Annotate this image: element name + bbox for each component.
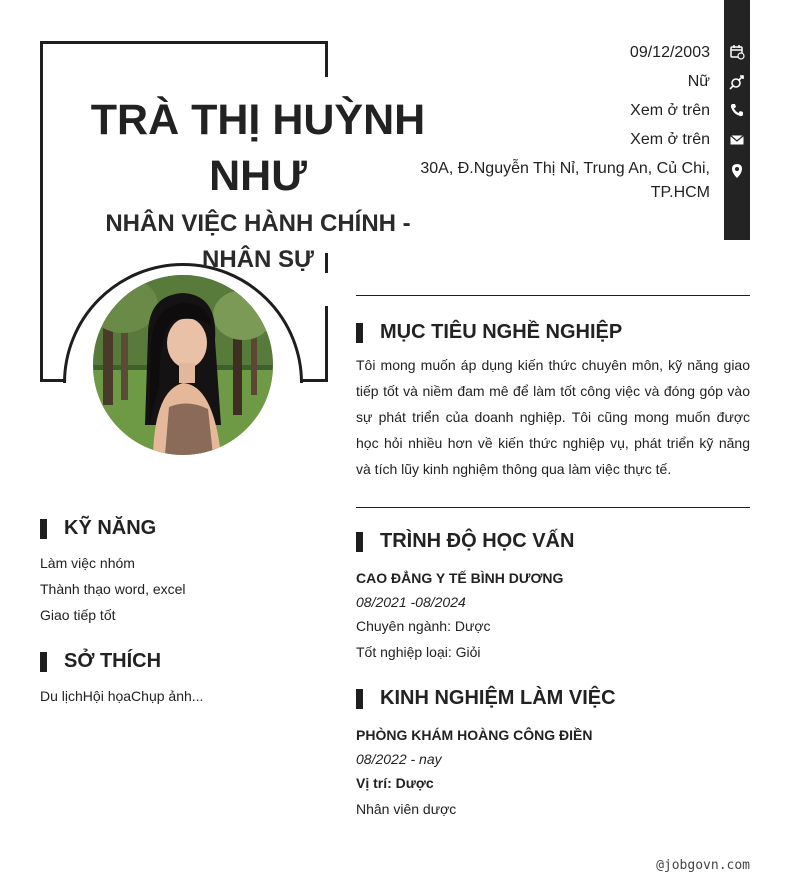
education-grade: Tốt nghiệp loại: Giỏi — [356, 644, 481, 660]
header-frame-left — [40, 41, 43, 382]
heading-marker — [356, 532, 363, 552]
contact-email[interactable]: Xem ở trên — [630, 131, 710, 148]
experience-company: PHÒNG KHÁM HOÀNG CÔNG ĐIỀN — [356, 727, 593, 743]
experience-description: Nhân viên dược — [356, 801, 457, 817]
education-period: 08/2021 -08/2024 — [356, 594, 466, 610]
skill-item: Thành thạo word, excel — [40, 581, 186, 597]
skills-heading — [40, 517, 156, 540]
education-title: TRÌNH ĐỘ HỌC VẤN — [380, 530, 575, 552]
heading-marker — [356, 689, 363, 709]
hobbies-heading — [40, 650, 161, 673]
contact-address: 30A, Đ.Nguyễn Thị Nỉ, Trung An, Củ Chi, TP.HCM — [420, 160, 710, 201]
heading-marker — [40, 652, 47, 672]
location-icon — [729, 163, 745, 179]
email-icon — [729, 132, 745, 148]
skill-item: Làm việc nhóm — [40, 555, 135, 571]
experience-heading — [356, 687, 616, 710]
header-frame-right-top — [325, 41, 328, 77]
heading-marker — [356, 323, 363, 343]
heading-marker — [40, 519, 47, 539]
education-school: CAO ĐẲNG Y TẾ BÌNH DƯƠNG — [356, 570, 564, 586]
contact-gender: Nữ — [687, 73, 710, 90]
calendar-icon — [729, 44, 745, 60]
gender-icon — [729, 74, 745, 90]
job-title: NHÂN VIỆC HÀNH CHÍNH - NHÂN SỰ — [105, 210, 411, 273]
hobbies-title: SỞ THÍCH — [64, 650, 162, 672]
experience-position: Vị trí: Dược — [356, 775, 434, 791]
skill-item: Giao tiếp tốt — [40, 607, 116, 623]
contact-phone[interactable]: Xem ở trên — [630, 102, 710, 119]
watermark: @jobgovn.com — [656, 858, 750, 873]
header-frame-bottom-left — [40, 379, 66, 382]
objective-text: Tôi mong muốn áp dụng kiến thức chuyên môn, kỹ năng giao tiếp tốt và niềm đam mê để làm tốt công việc và đóng góp vào sự phát triển của doanh nghiệp. Tôi cũng mong muốn được học hỏi nhiều hơn về kiến thức nghiệp vụ, phát triển kỹ năng và tích lũy kinh nghiệm thông qua làm việc thực tế. — [356, 357, 750, 477]
skills-title: KỸ NĂNG — [64, 517, 157, 539]
objective-title: MỤC TIÊU NGHỀ NGHIỆP — [380, 321, 623, 343]
education-heading — [356, 530, 574, 553]
education-major: Chuyên ngành: Dược — [356, 618, 491, 634]
divider-objective — [356, 295, 750, 296]
header-frame-bottom-right — [300, 379, 328, 382]
experience-period: 08/2022 - nay — [356, 751, 442, 767]
avatar — [93, 275, 273, 455]
phone-icon — [729, 102, 745, 118]
contact-birthdate: 09/12/2003 — [629, 44, 710, 61]
experience-title: KINH NGHIỆM LÀM VIỆC — [380, 687, 616, 709]
objective-heading — [356, 321, 622, 344]
candidate-name: TRÀ THỊ HUỲNH NHƯ — [90, 96, 426, 200]
header-frame-right-low — [325, 306, 328, 382]
contact-icon-bar — [724, 0, 750, 240]
header-frame-top — [40, 41, 328, 44]
divider-education — [356, 507, 750, 508]
hobbies-text: Du lịchHội họaChụp ảnh... — [40, 688, 204, 704]
